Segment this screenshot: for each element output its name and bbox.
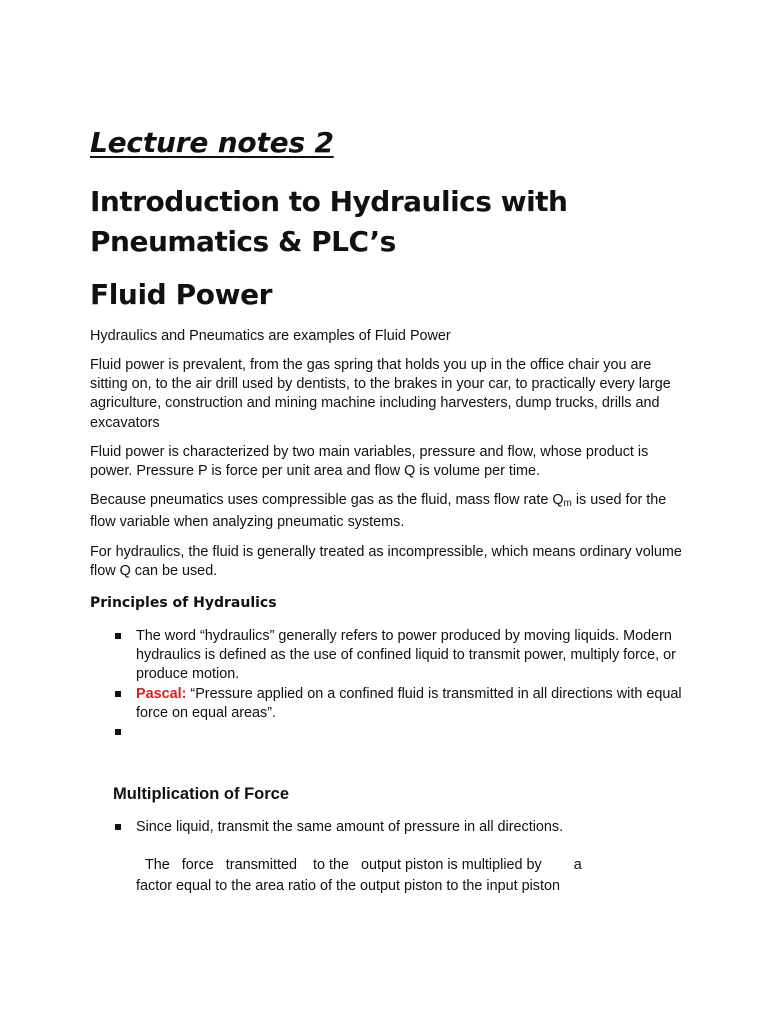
paragraph-variables: Fluid power is characterized by two main variables, pressure and flow, whose product is power. Pressure P is force per unit area and flow Q is volume per time. xyxy=(90,443,649,480)
square-bullet-icon xyxy=(115,729,121,735)
mass-flow-subscript: m xyxy=(563,498,572,510)
list-item-text: The word “hydraulics” generally refers to power produced by moving liquids. Modern hydraulics is defined as the use of confined liquid to transmit power, multiply force, or produce motion. xyxy=(136,628,676,683)
list-item-hydraulics-definition xyxy=(90,627,690,685)
square-bullet-icon xyxy=(115,633,121,639)
paragraph-prevalence: Fluid power is prevalent, from the gas spring that holds you up in the office chair you are sitting on, to the air drill used by dentists, to the brakes in your car, to practically every large agriculture, construction and mining machine including harvesters, dump trucks, drills and excavators xyxy=(90,357,671,431)
multiplication-list xyxy=(90,818,690,837)
pneumatics-text-after: is used for the flow variable when analyzing pneumatic systems. xyxy=(90,492,667,531)
lecture-title: Lecture notes 2 xyxy=(90,126,334,159)
pneumatics-text-before: Because pneumatics uses compressible gas as the fluid, mass flow rate Q xyxy=(90,492,564,509)
list-item-pressure xyxy=(90,818,690,837)
list-item-pascal xyxy=(90,685,690,723)
paragraph-force-multiplication xyxy=(136,855,606,896)
section-title-fluid-power: Fluid Power xyxy=(90,278,273,312)
pascal-label: Pascal: xyxy=(136,685,187,702)
square-bullet-icon xyxy=(115,691,121,697)
main-title xyxy=(90,182,690,263)
paragraph-intro: Hydraulics and Pneumatics are examples of Fluid Power xyxy=(90,327,451,344)
multiplication-heading: Multiplication of Force xyxy=(113,785,289,804)
list-item-text: Since liquid, transmit the same amount of pressure in all directions. xyxy=(136,819,564,836)
force-para-line-2: factor equal to the area ratio of the output piston to the input piston xyxy=(136,877,561,894)
square-bullet-icon xyxy=(115,824,121,830)
list-item-text: “Pressure applied on a confined fluid is transmitted in all directions with equal force on equal areas”. xyxy=(136,685,682,721)
main-title-line-2: Pneumatics & PLC’s xyxy=(90,224,396,258)
principles-list xyxy=(90,627,690,742)
paragraph-pneumatics xyxy=(90,491,690,532)
document-content xyxy=(90,126,690,896)
force-para-line-1: The force transmitted to the output piston is multiplied by a xyxy=(145,857,582,874)
principles-heading: Principles of Hydraulics xyxy=(90,595,277,612)
main-title-line-1: Introduction to Hydraulics with xyxy=(90,184,568,218)
list-item-empty xyxy=(90,723,690,742)
paragraph-hydraulics: For hydraulics, the fluid is generally treated as incompressible, which means ordinary volume flow Q can be used. xyxy=(90,543,682,579)
